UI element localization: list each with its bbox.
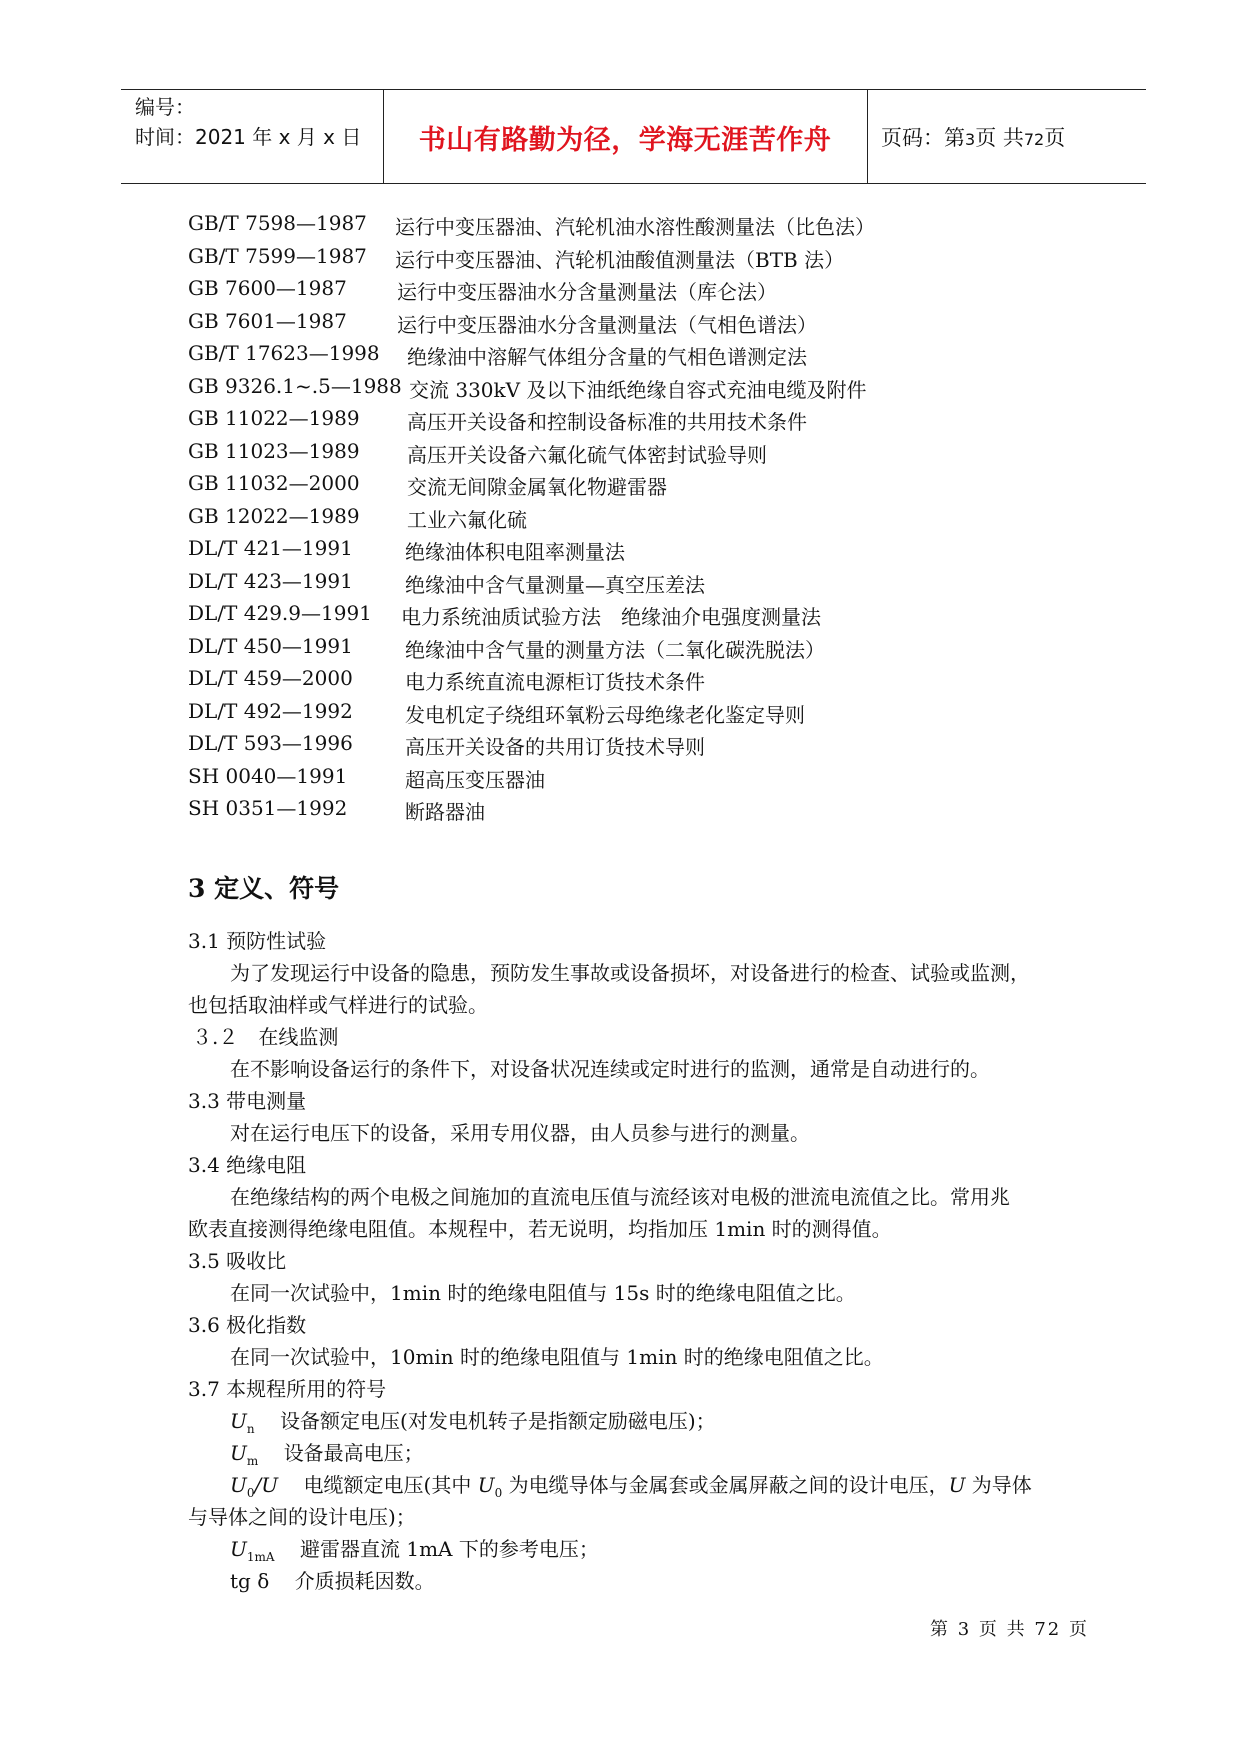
standard-code: GB 12022—1989 <box>188 503 360 528</box>
header-motto: 书山有路勤为径，学海无涯苦作舟 <box>418 125 832 156</box>
symbol-definition: $U_{1mA}$ 避雷器直流 1mA 下的参考电压； <box>230 1537 599 1564</box>
paragraph: 与导体之间的设计电压)； <box>188 1505 416 1529</box>
standard-title: 断路器油 <box>405 800 485 824</box>
subsection-title: 3.3 带电测量 <box>188 1089 307 1113</box>
standard-title: 工业六氟化硫 <box>407 507 527 532</box>
standard-code: DL/T 450—1991 <box>188 633 353 658</box>
subsection-title: 3.5 吸收比 <box>188 1249 287 1273</box>
paragraph: 在不影响设备运行的条件下，对设备状况连续或定时进行的监测，通常是自动进行的。 <box>230 1057 990 1081</box>
standard-code: GB 7601—1987 <box>188 308 347 333</box>
standard-code: GB/T 7598—1987 <box>188 211 367 235</box>
standard-title: 运行中变压器油、汽轮机油酸值测量法（BTB 法） <box>395 247 845 272</box>
standard-code: GB 11022—1989 <box>188 406 360 430</box>
subsection-title: 3.1 预防性试验 <box>188 929 327 953</box>
standard-code: DL/T 423—1991 <box>188 568 353 593</box>
standard-title: 电力系统直流电源柜订货技术条件 <box>405 670 705 694</box>
standard-title: 绝缘油中溶解气体组分含量的气相色谱测定法 <box>407 345 807 369</box>
standard-title: 运行中变压器油水分含量测量法（库仑法） <box>397 280 777 304</box>
standard-title: 高压开关设备和控制设备标准的共用技术条件 <box>407 410 807 434</box>
standard-code: GB 11023—1989 <box>188 438 360 463</box>
header-number: 编号： <box>135 95 195 119</box>
standard-code: DL/T 429.9—1991 <box>188 601 372 625</box>
paragraph: 在绝缘结构的两个电极之间施加的直流电压值与流经该对电极的泄流电流值之比。常用兆 <box>230 1185 1010 1209</box>
standard-title: 绝缘油中含气量测量—真空压差法 <box>405 572 705 597</box>
symbol-definition: tg δ 介质损耗因数。 <box>230 1569 435 1593</box>
paragraph: 为了发现运行中设备的隐患，预防发生事故或设备损坏，对设备进行的检查、试验或监测， <box>230 961 1030 985</box>
paragraph: 在同一次试验中，10min 时的绝缘电阻值与 1min 时的绝缘电阻值之比。 <box>230 1345 884 1369</box>
standard-code: DL/T 421—1991 <box>188 536 353 560</box>
paragraph: 在同一次试验中，1min 时的绝缘电阻值与 15s 时的绝缘电阻值之比。 <box>230 1281 856 1305</box>
standard-title: 电力系统油质试验方法 绝缘油介电强度测量法 <box>401 605 821 629</box>
symbol-definition: $U_m$ 设备最高电压； <box>230 1441 424 1468</box>
subsection-title: 3.7 本规程所用的符号 <box>188 1377 387 1401</box>
standard-title: 交流无间隙金属氧化物避雷器 <box>407 475 667 499</box>
standard-code: GB/T 7599—1987 <box>188 243 367 268</box>
standard-code: GB/T 17623—1998 <box>188 341 380 365</box>
standard-title: 超高压变压器油 <box>405 767 545 792</box>
standard-code: SH 0351—1992 <box>188 796 348 820</box>
subsection-title: 3.6 极化指数 <box>188 1313 307 1337</box>
standard-code: GB 7600—1987 <box>188 276 347 300</box>
header-time: 时间：2021 年 x 月 x 日 <box>135 125 362 149</box>
standard-title: 高压开关设备六氟化硫气体密封试验导则 <box>407 442 767 467</box>
standard-title: 运行中变压器油水分含量测量法（气相色谱法） <box>397 312 817 337</box>
standard-title: 绝缘油体积电阻率测量法 <box>405 540 625 564</box>
standard-title: 交流 330kV 及以下油纸绝缘自容式充油电缆及附件 <box>409 377 867 402</box>
standard-title: 高压开关设备的共用订货技术导则 <box>405 735 705 759</box>
standard-title: 运行中变压器油、汽轮机油水溶性酸测量法（比色法） <box>395 215 875 239</box>
paragraph: 也包括取油样或气样进行的试验。 <box>188 993 488 1017</box>
subsection-title: 3.4 绝缘电阻 <box>188 1153 307 1177</box>
standard-code: GB 11032—2000 <box>188 471 360 495</box>
standard-code: GB 9326.1~.5—1988 <box>188 373 402 398</box>
header-meta <box>135 92 361 152</box>
header-page-number: 页码：第3页 共72页 <box>881 126 1066 150</box>
subsection-title: ３.２ 在线监测 <box>192 1025 339 1049</box>
page-header <box>121 89 1146 184</box>
symbol-definition: $U_n$ 设备额定电压(对发电机转子是指额定励磁电压)； <box>230 1409 716 1436</box>
standard-code: DL/T 459—2000 <box>188 666 353 690</box>
page-footer: 第 3 页 共 72 页 <box>930 1619 1089 1640</box>
standard-code: SH 0040—1991 <box>188 763 348 788</box>
standard-title: 绝缘油中含气量的测量方法（二氧化碳洗脱法） <box>405 637 825 662</box>
section-heading: 3 定义、符号 <box>188 874 340 903</box>
paragraph: 欧表直接测得绝缘电阻值。本规程中，若无说明，均指加压 1min 时的测得值。 <box>188 1217 892 1241</box>
standard-code: DL/T 593—1996 <box>188 731 353 755</box>
standard-title: 发电机定子绕组环氧粉云母绝缘老化鉴定导则 <box>405 702 805 727</box>
header-divider <box>867 90 868 183</box>
paragraph: 对在运行电压下的设备，采用专用仪器，由人员参与进行的测量。 <box>230 1121 810 1145</box>
symbol-definition: $U_0/U$ 电缆额定电压(其中 $U_0$ 为电缆导体与金属套或金属屏蔽之间的设计电压，U 为导体 <box>230 1473 1032 1500</box>
standard-code: DL/T 492—1992 <box>188 698 353 723</box>
